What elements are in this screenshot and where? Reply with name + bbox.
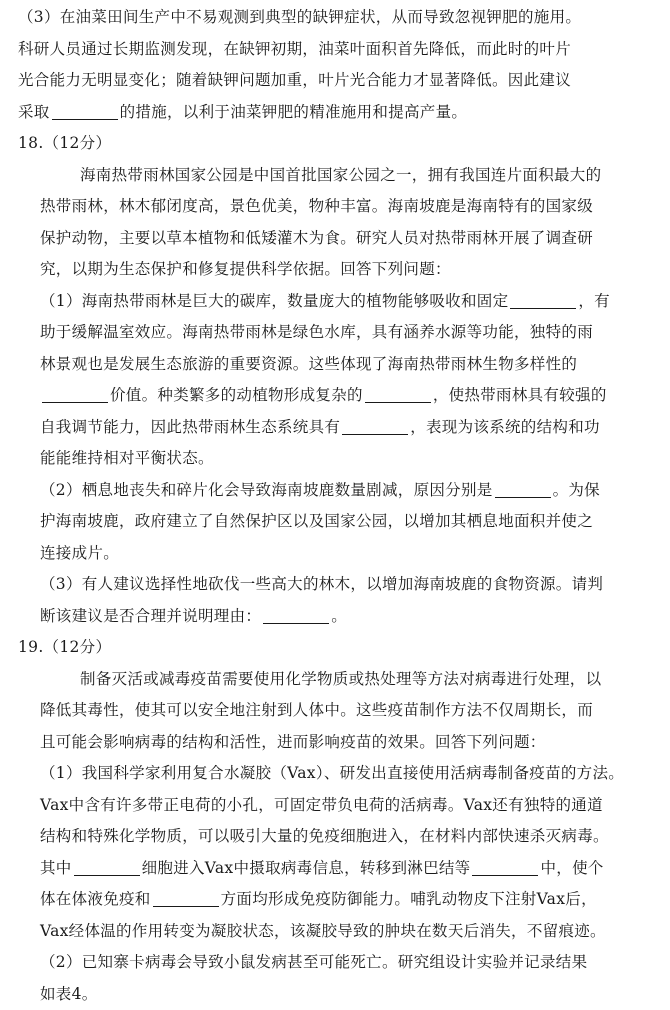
q18-intro-line1: 海南热带雨林国家公园是中国首批国家公园之一，拥有我国连片面积最大的 xyxy=(18,160,650,192)
q19-part1-line6: Vax经体温的作用转变为凝胶状态，该凝胶导致的肿块在数天后消失，不留痕迹。 xyxy=(18,916,650,948)
q19-part1-line5: 体在体液免疫和 方面均形成免疫防御能力。哺乳动物皮下注射Vax后， xyxy=(18,884,650,916)
answer-blank[interactable] xyxy=(42,386,108,403)
question-19-header: 19.（12分） xyxy=(18,632,650,664)
exam-page xyxy=(0,2,670,947)
answer-blank[interactable] xyxy=(263,607,329,624)
answer-blank[interactable] xyxy=(153,890,219,907)
q18-part1-line4: 价值。种类繁多的动植物形成复杂的 ，使热带雨林具有较强的 xyxy=(18,380,650,412)
q19-part1-line2: Vax中含有许多带正电荷的小孔，可固定带负电荷的活病毒。Vax还有独特的通道 xyxy=(18,790,650,822)
q18-part1-line3: 林景观也是发展生态旅游的重要资源。这些体现了海南热带雨林生物多样性的 xyxy=(18,349,650,381)
answer-blank[interactable] xyxy=(74,859,140,876)
q19-part1-line1: （1）我国科学家利用复合水凝胶（Vax）、研发出直接使用活病毒制备疫苗的方法。 xyxy=(18,758,650,790)
q18-part2-line1: （2）栖息地丧失和碎片化会导致海南坡鹿数量剧减，原因分别是 。为保 xyxy=(18,475,650,507)
q18-part1-line2: 助于缓解温室效应。海南热带雨林是绿色水库，具有涵养水源等功能，独特的雨 xyxy=(18,317,650,349)
question-18-header: 18.（12分） xyxy=(18,128,650,160)
q18-part1-line5: 自我调节能力，因此热带雨林生态系统具有 ，表现为该系统的结构和功 xyxy=(18,412,650,444)
q17-part3-line1: （3）在油菜田间生产中不易观测到典型的缺钾症状，从而导致忽视钾肥的施用。 xyxy=(18,2,650,34)
q18-part1-line1: （1）海南热带雨林是巨大的碳库，数量庞大的植物能够吸收和固定 ，有 xyxy=(18,286,650,318)
q18-intro-line3: 保护动物，主要以草本植物和低矮灌木为食。研究人员对热带雨林开展了调查研 xyxy=(18,223,650,255)
q19-intro-line3: 且可能会影响病毒的结构和活性，进而影响疫苗的效果。回答下列问题： xyxy=(18,727,650,759)
q17-part3-line3: 光合能力无明显变化；随着缺钾问题加重，叶片光合能力才显著降低。因此建议 xyxy=(18,65,650,97)
answer-blank[interactable] xyxy=(472,859,538,876)
q18-part1-line6: 能能维持相对平衡状态。 xyxy=(18,443,650,475)
q19-part2-line2: 如表4。 xyxy=(18,979,650,1010)
q18-intro-line4: 究，以期为生态保护和修复提供科学依据。回答下列问题： xyxy=(18,254,650,286)
q18-part2-line3: 连接成片。 xyxy=(18,538,650,570)
q18-part3-line2: 断该建议是否合理并说明理由： 。 xyxy=(18,601,650,633)
answer-blank[interactable] xyxy=(52,103,118,120)
q17-part3-line2: 科研人员通过长期监测发现，在缺钾初期，油菜叶面积首先降低，而此时的叶片 xyxy=(18,34,650,66)
q19-part2-line1: （2）已知寨卡病毒会导致小鼠发病甚至可能死亡。研究组设计实验并记录结果 xyxy=(18,947,650,979)
q19-intro-line1: 制备灭活或减毒疫苗需要使用化学物质或热处理等方法对病毒进行处理，以 xyxy=(18,664,650,696)
q17-part3-line4: 采取 的措施，以利于油菜钾肥的精准施用和提高产量。 xyxy=(18,97,650,129)
answer-blank[interactable] xyxy=(495,481,551,498)
q19-intro-line2: 降低其毒性，使其可以安全地注射到人体中。这些疫苗制作方法不仅周期长，而 xyxy=(18,695,650,727)
answer-blank[interactable] xyxy=(365,386,431,403)
answer-blank[interactable] xyxy=(510,292,576,309)
q19-part1-line3: 结构和特殊化学物质，可以吸引大量的免疫细胞进入，在材料内部快速杀灭病毒。 xyxy=(18,821,650,853)
answer-blank[interactable] xyxy=(342,418,408,435)
q18-part2-line2: 护海南坡鹿，政府建立了自然保护区以及国家公园，以增加其栖息地面积并使之 xyxy=(18,506,650,538)
q19-part1-line4: 其中 细胞进入Vax中摄取病毒信息，转移到淋巴结等 中，使个 xyxy=(18,853,650,885)
q18-intro-line2: 热带雨林，林木郁闭度高，景色优美，物种丰富。海南坡鹿是海南特有的国家级 xyxy=(18,191,650,223)
q18-part3-line1: （3）有人建议选择性地砍伐一些高大的林木，以增加海南坡鹿的食物资源。请判 xyxy=(18,569,650,601)
